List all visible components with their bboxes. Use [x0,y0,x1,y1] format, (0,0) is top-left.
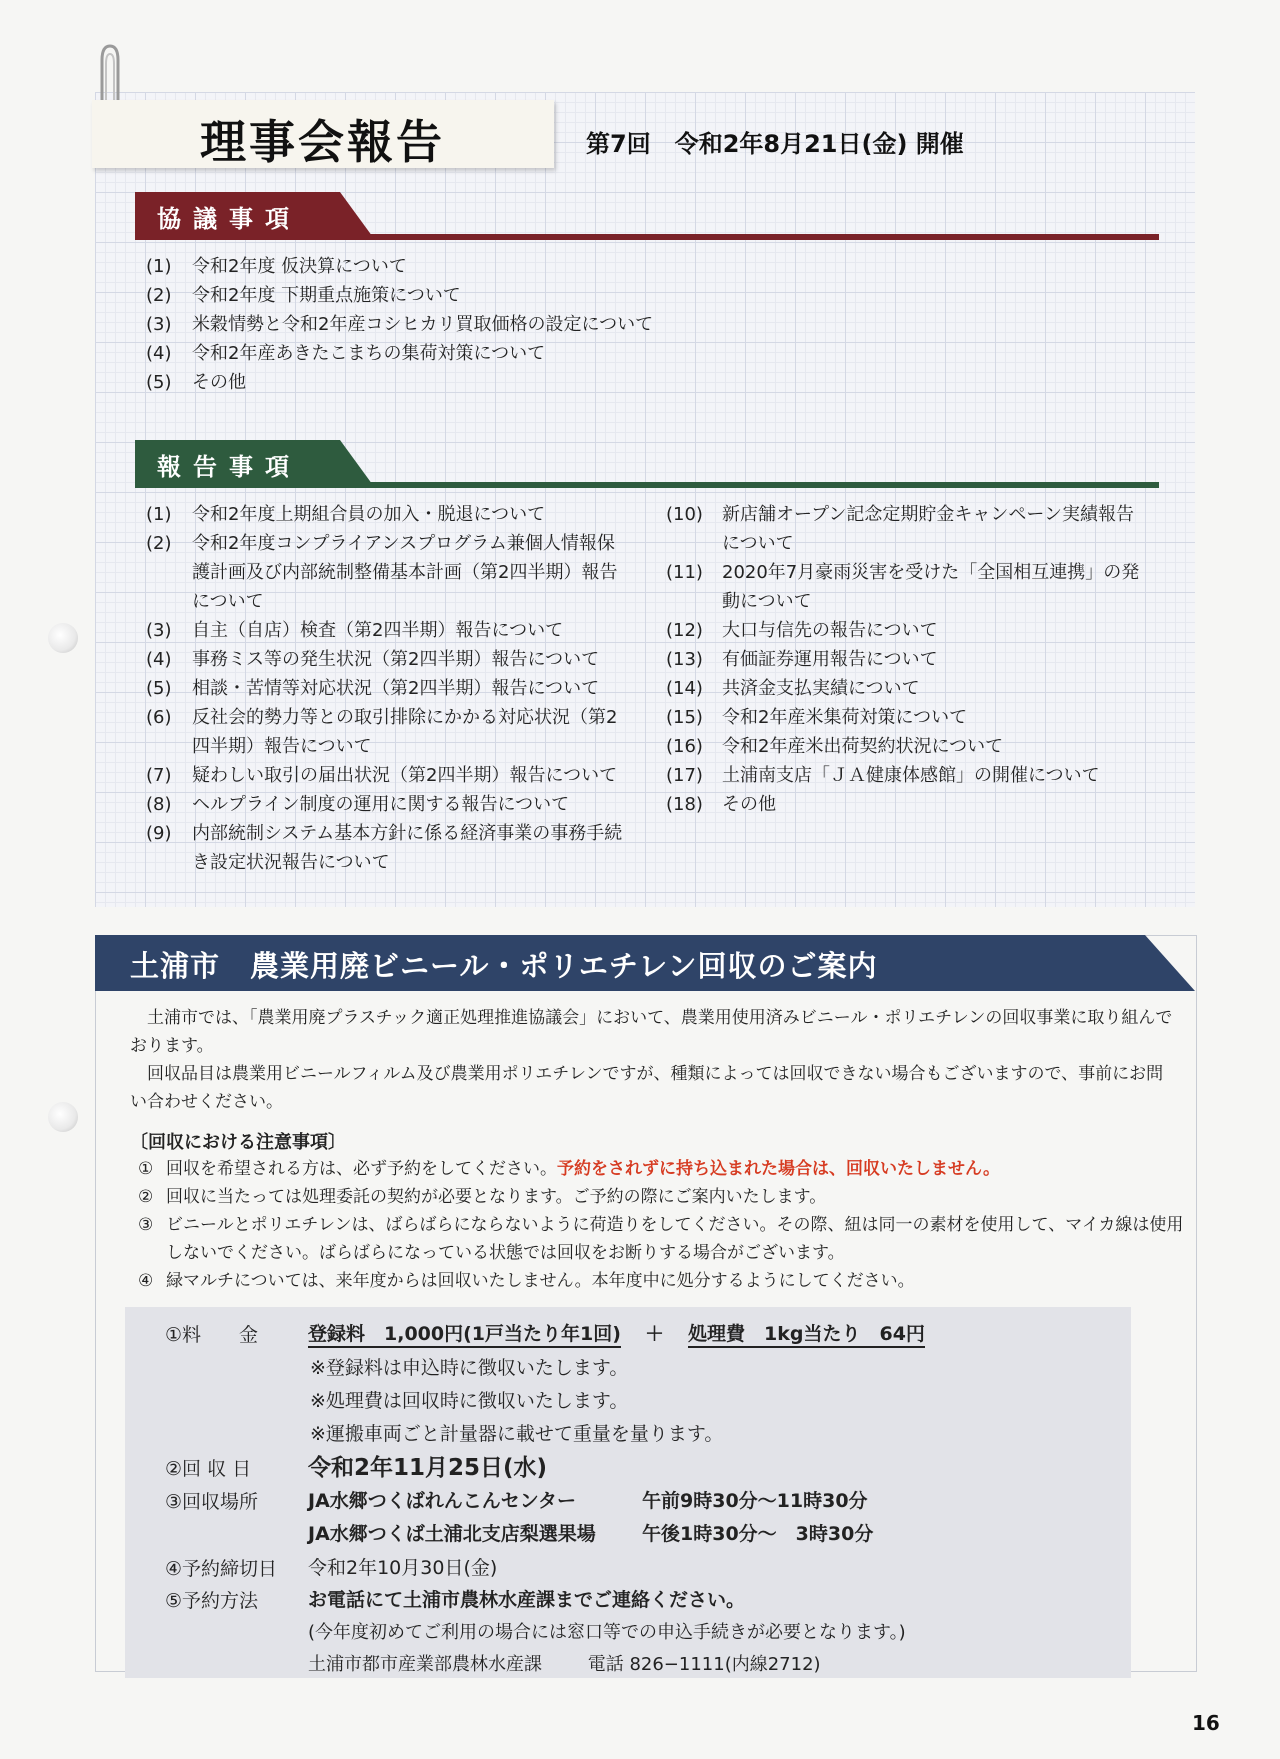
list-item [666,703,1146,732]
kyogi-heading-label: 協議事項 [157,205,301,233]
fee-note-3: ※運搬車両ごと計量器に載せて重量を量ります。 [310,1423,724,1445]
deadline-value: 令和2年10月30日(金) [308,1557,498,1579]
item-number: (13) [666,649,703,670]
item-text: 2020年7月豪雨災害を受けた「全国相互連携」の発動について [722,562,1140,612]
item-number: ③ [138,1215,154,1235]
item-number: ② [138,1187,154,1207]
contact-department: 土浦市都市産業部農林水産課 [308,1654,542,1675]
item-text: 回収を希望される方は、必ず予約をしてください。 [166,1159,557,1179]
method-value: お電話にて土浦市農林水産課までご連絡ください。 [308,1589,746,1611]
meeting-info: 第7回 令和2年8月21日(金) 開催 [586,130,964,158]
item-text: 新店舗オープン記念定期貯金キャンペーン実績報告について [722,504,1135,554]
item-number: (9) [146,823,172,844]
hokoku-heading-label: 報告事項 [157,453,301,481]
item-number: (7) [146,765,172,786]
item-text: その他 [192,372,246,393]
caution-title: 〔回収における注意事項〕 [130,1132,346,1153]
fee-note-2: ※処理費は回収時に徴収いたします。 [310,1390,629,1412]
item-text: 相談・苦情等対応状況（第2四半期）報告について [192,678,600,699]
item-text: 米穀情勢と令和2年産コシヒカリ買取価格の設定について [192,314,654,335]
list-item [666,645,1146,674]
item-number: ① [138,1159,154,1179]
list-item [666,616,1146,645]
list-item [146,529,626,616]
hokoku-list-right [666,500,1146,819]
fee-line [308,1319,925,1346]
item-text: 有価証券運用報告について [722,649,938,670]
fee-label: ①料 金 [165,1324,259,1346]
list-item [146,339,706,368]
item-number: (12) [666,620,703,641]
item-text: 令和2年度 下期重点施策について [192,285,461,306]
item-number: (6) [146,707,172,728]
contact-phone: 電話 826−1111(内線2712) [587,1654,821,1675]
list-item [666,761,1146,790]
list-item [146,645,626,674]
kyogi-list [146,252,706,397]
item-number: (5) [146,372,172,393]
item-text: 疑わしい取引の届出状況（第2四半期）報告について [192,765,618,786]
item-text: 緑マルチについては、来年度からは回収いたしません。本年度中に処分するようにしてください。 [166,1271,915,1291]
warning-text: 予約をされずに持ち込まれた場合は、回収いたしません。 [557,1159,1001,1179]
list-item [146,616,626,645]
method-note: (今年度初めてご利用の場合には窓口等での申込手続きが必要となります。) [308,1622,906,1643]
item-text: 令和2年度上期組合員の加入・脱退について [192,504,546,525]
page-number: 16 [1192,1711,1220,1735]
punch-hole-icon [48,1102,78,1132]
item-text: 回収に当たっては処理委託の契約が必要となります。ご予約の際にご案内いたします。 [166,1187,827,1207]
caution-list [138,1155,1198,1295]
list-item [666,674,1146,703]
intro-paragraph-2: 回収品目は農業用ビニールフィルム及び農業用ポリエチレンですが、種類によっては回収できない場合もございますので、事前にお問い合わせください。 [130,1064,1164,1112]
collection-date: 令和2年11月25日(水) [308,1455,548,1481]
list-item [146,674,626,703]
hokoku-heading [135,440,1159,488]
contact-line [308,1650,821,1676]
item-text: 共済金支払実績について [722,678,920,699]
item-number: (4) [146,343,172,364]
intro-paragraph-1: 土浦市では、「農業用廃プラスチック適正処理推進協議会」において、農業用使用済みビニール・ポリエチレンの回収事業に取り組んでおります。 [130,1008,1173,1056]
item-number: (3) [146,314,172,335]
place-1-time: 午前9時30分～11時30分 [642,1490,868,1512]
item-number: (2) [146,285,172,306]
item-text: 反社会的勢力等との取引排除にかかる対応状況（第2四半期）報告について [192,707,618,757]
item-text: 令和2年度コンプライアンスプログラム兼個人情報保護計画及び内部統制整備基本計画（第2四半期）報告について [192,533,618,612]
punch-hole-icon [48,623,78,653]
place-2-time: 午後1時30分～ 3時30分 [642,1523,874,1545]
list-item [146,790,626,819]
kyogi-heading [135,192,1159,240]
list-item [146,703,626,761]
method-label: ⑤予約方法 [165,1590,259,1612]
item-number: (1) [146,504,172,525]
list-item [146,761,626,790]
item-text: ヘルプライン制度の運用に関する報告について [192,794,570,815]
list-item [146,500,626,529]
item-number: (4) [146,649,172,670]
list-item [138,1267,1198,1295]
item-text: 令和2年産米出荷契約状況について [722,736,1004,757]
item-number: (2) [146,533,172,554]
list-item [146,252,706,281]
item-number: (5) [146,678,172,699]
item-number: (8) [146,794,172,815]
list-item [138,1183,1198,1211]
item-number: (17) [666,765,703,786]
item-number: (15) [666,707,703,728]
item-number: (1) [146,256,172,277]
item-text: 令和2年度 仮決算について [192,256,407,277]
fee-note-1: ※登録料は申込時に徴収いたします。 [310,1357,629,1379]
item-number: (11) [666,562,703,583]
item-number: (16) [666,736,703,757]
place-label: ③回収場所 [165,1491,259,1513]
list-item [138,1155,1198,1183]
item-text: 令和2年産米集荷対策について [722,707,968,728]
item-number: (10) [666,504,703,525]
list-item [666,558,1146,616]
place-2-name: JA水郷つくば土浦北支店梨選果場 [308,1523,596,1545]
item-number: (18) [666,794,703,815]
list-item [146,281,706,310]
page-title: 理事会報告 [200,115,445,169]
place-1-name: JA水郷つくばれんこんセンター [308,1490,577,1512]
deadline-label: ④予約締切日 [165,1558,278,1580]
registration-fee: 登録料 1,000円(1戸当たり年1回) [308,1323,621,1348]
item-text: ビニールとポリエチレンは、ばらばらにならないように荷造りをしてください。その際、紐は同一の素材を使用して、マイカ線は使用しないでください。ばらばらになっている状態では回収をお断りする場合がございます。 [166,1215,1184,1263]
notice-title: 土浦市 農業用廃ビニール・ポリエチレン回収のご案内 [130,949,878,983]
item-number: (14) [666,678,703,699]
item-number: (3) [146,620,172,641]
plus-sign: ＋ [644,1323,664,1345]
date-label: ②回 収 日 [165,1458,252,1480]
list-item [146,310,706,339]
list-item [146,368,706,397]
item-text: 自主（自店）検査（第2四半期）報告について [192,620,564,641]
list-item [666,732,1146,761]
list-item [666,500,1146,558]
list-item [146,819,626,877]
item-number: ④ [138,1271,154,1291]
item-text: 内部統制システム基本方針に係る経済事業の事務手続き設定状況報告について [192,823,623,873]
hokoku-list-left [146,500,626,877]
processing-fee: 処理費 1kg当たり 64円 [688,1323,925,1348]
item-text: その他 [722,794,776,815]
item-text: 大口与信先の報告について [722,620,938,641]
list-item [666,790,1146,819]
item-text: 土浦南支店「ＪＡ健康体感館」の開催について [722,765,1100,786]
item-text: 事務ミス等の発生状況（第2四半期）報告について [192,649,600,670]
list-item [138,1211,1198,1267]
item-text: 令和2年産あきたこまちの集荷対策について [192,343,546,364]
